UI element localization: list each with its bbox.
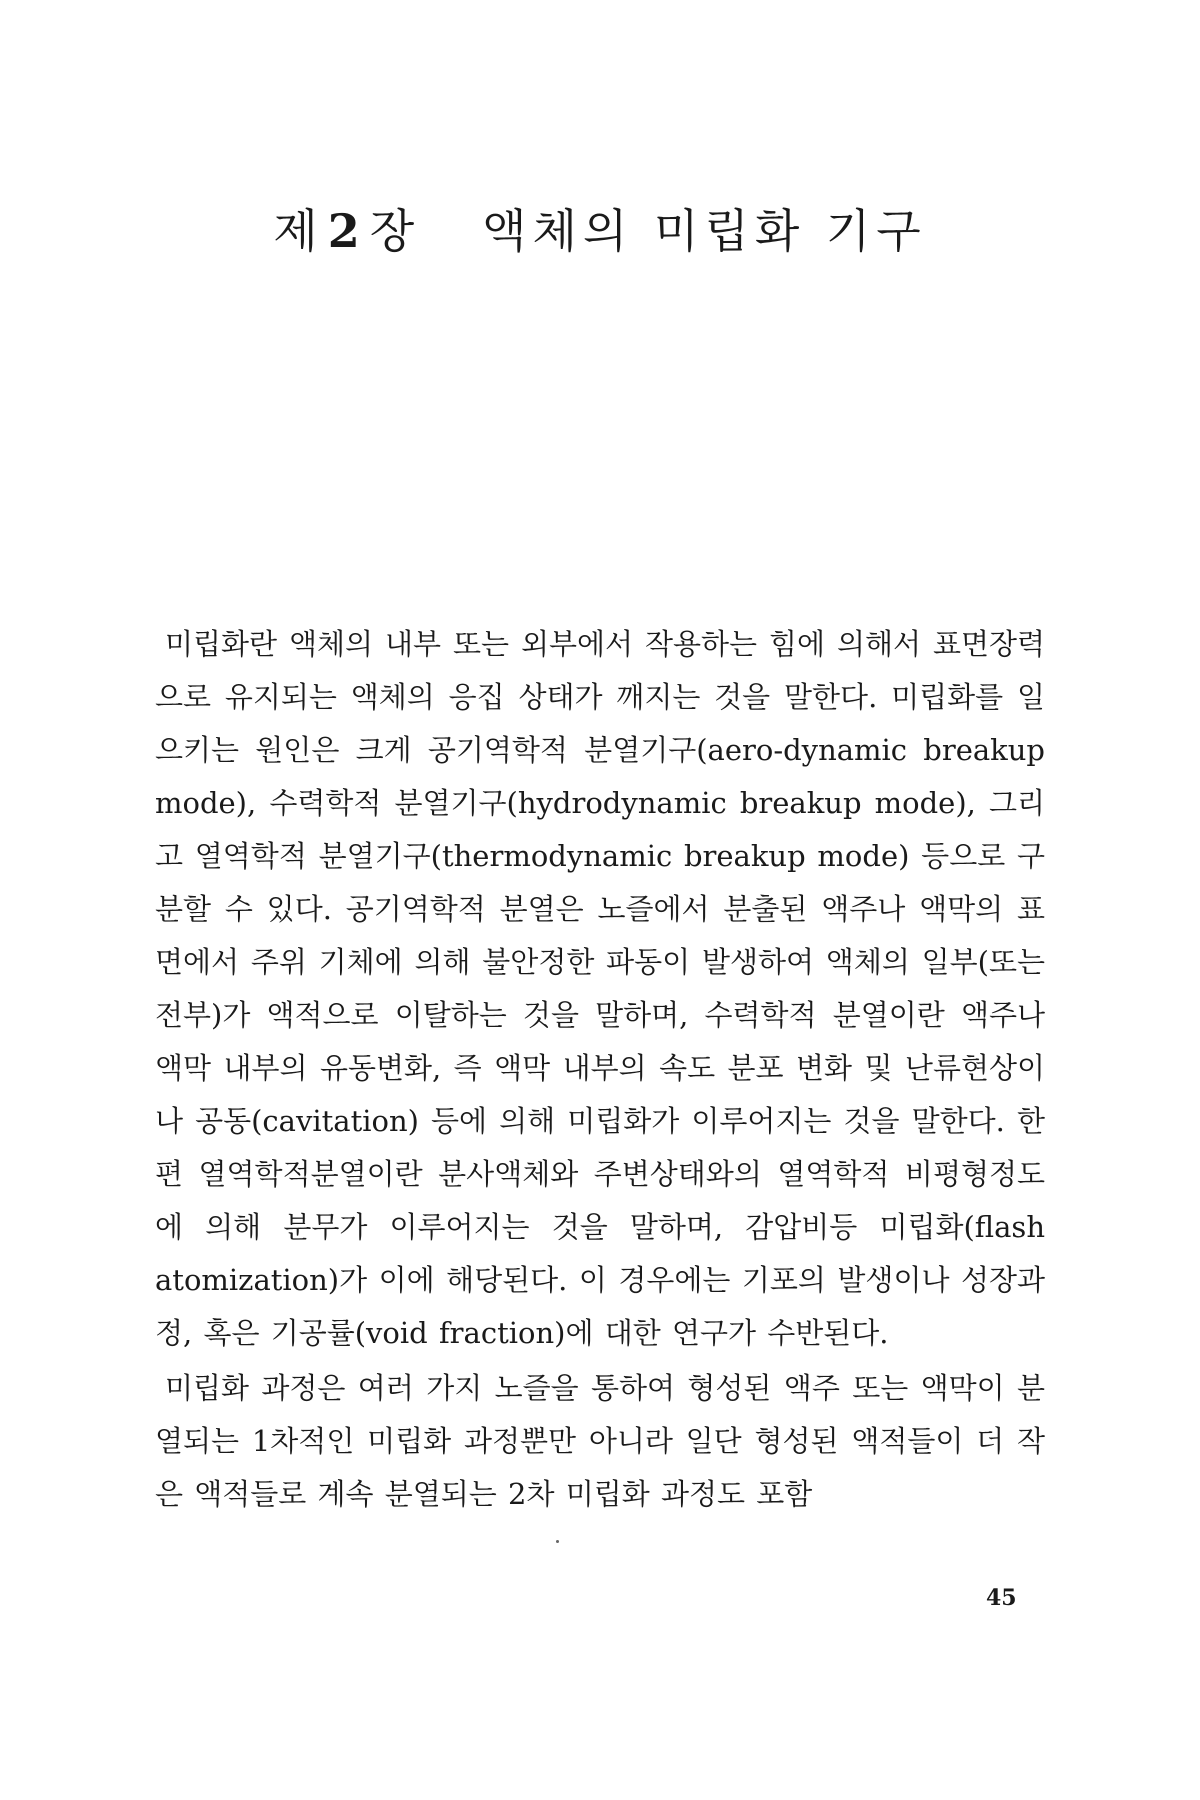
- chapter-heading: 액체의 미립화 기구: [482, 204, 927, 258]
- scan-speck: [556, 1540, 559, 1543]
- chapter-suffix: 장: [369, 204, 421, 258]
- paragraph: 미립화란 액체의 내부 또는 외부에서 작용하는 힘에 의해서 표면장력으로 유지되는 액체의 응집 상태가 깨지는 것을 말한다. 미립화를 일으키는 원인은 크게 공기역학적 분열기구(aero-dynamic breakup mode), 수력학적 분열기구(hydrodynamic breakup mode), 그리고 열역학적 분열기구(thermodynamic breakup mode) 등으로 구분할 수 있다. 공기역학적 분열은 노즐에서 분출된 액주나 액막의 표면에서 주위 기체에 의해 불안정한 파동이 발생하여 액체의 일부(또는 전부)가 액적으로 이탈하는 것을 말하며, 수력학적 분열이란 액주나 액막 내부의 유동변화, 즉 액막 내부의 속도 분포 변화 및 난류현상이나 공동(cavitation) 등에 의해 미립화가 이루어지는 것을 말한다. 한편 열역학적분열이란 분사액체와 주변상태와의 열역학적 비평형정도에 의해 분무가 이루어지는 것을 말하며, 감압비등 미립화(flash atomization)가 이에 해당된다. 이 경우에는 기포의 발생이나 성장과정, 혹은 기공률(void fraction)에 대한 연구가 수반된다.: [155, 627, 1045, 1350]
- chapter-title: [0, 195, 1200, 261]
- chapter-prefix: 제: [273, 204, 324, 258]
- body-text: [155, 618, 1045, 1521]
- paragraph: 미립화 과정은 여러 가지 노즐을 통하여 형성된 액주 또는 액막이 분열되는 1차적인 미립화 과정뿐만 아니라 일단 형성된 액적들이 더 작은 액적들로 계속 분열되는 2차 미립화 과정도 포함: [155, 1371, 1045, 1511]
- page-number: 45: [986, 1585, 1017, 1611]
- chapter-number: 2: [327, 204, 366, 258]
